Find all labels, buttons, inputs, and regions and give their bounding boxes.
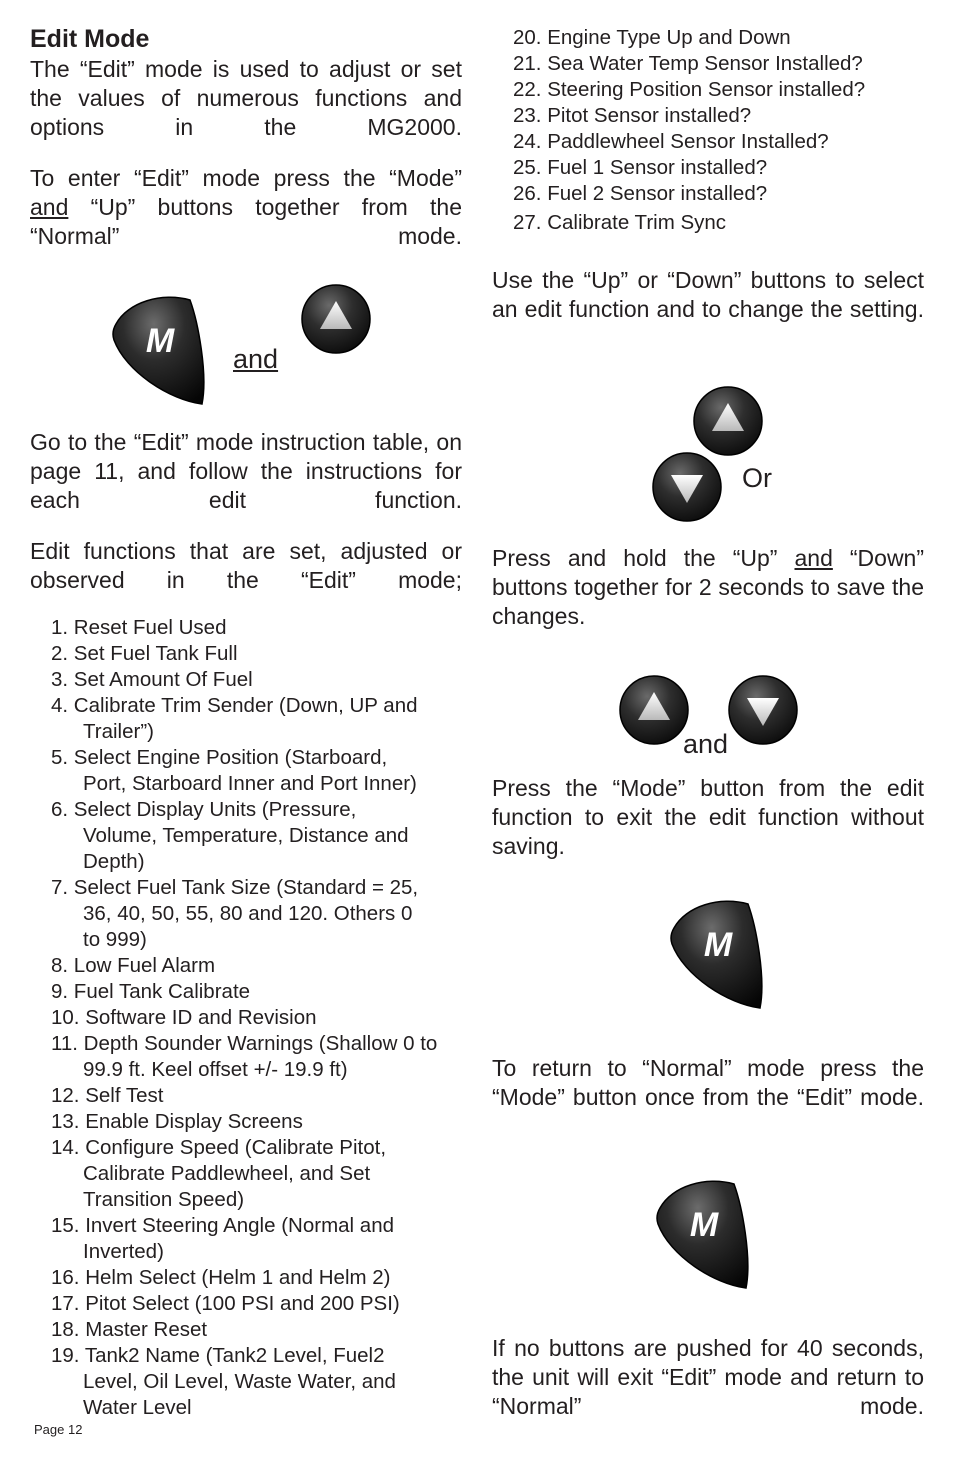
list-item-text: 16. Helm Select (Helm 1 and Helm 2)	[51, 1266, 391, 1289]
list-item	[51, 1083, 471, 1109]
list-item-text: 17. Pitot Select (100 PSI and 200 PSI)	[51, 1292, 400, 1315]
list-item: 25. Fuel 1 Sensor installed?	[513, 156, 768, 179]
list-item-text: 1. Reset Fuel Used	[51, 616, 227, 639]
list-item-text: 3. Set Amount Of Fuel	[51, 668, 253, 691]
list-item	[51, 953, 471, 979]
list-item-text: 14. Configure Speed (Calibrate Pitot,	[51, 1136, 387, 1159]
mode-letter: M	[703, 926, 733, 964]
list-item-text: 13. Enable Display Screens	[51, 1110, 303, 1133]
list-item	[51, 641, 471, 667]
list-item-text: 5. Select Engine Position (Starboard,	[51, 746, 388, 769]
list-item-text: 4. Calibrate Trim Sender (Down, UP and	[51, 694, 418, 717]
list-item	[51, 745, 471, 797]
figure2-or-label: Or	[742, 463, 772, 493]
list-item-continuation: Volume, Temperature, Distance and	[83, 824, 409, 847]
list-item: 21. Sea Water Temp Sensor Installed?	[513, 52, 863, 75]
intro-text: The “Edit” mode is used to adjust or set the values of numerous functions and options in the MG2000.	[30, 56, 462, 140]
list-item: 20. Engine Type Up and Down	[513, 26, 791, 49]
intro-paragraph	[30, 55, 462, 142]
page-heading: Edit Mode	[30, 25, 150, 53]
list-item-text: 11. Depth Sounder Warnings (Shallow 0 to	[51, 1032, 438, 1055]
list-item-continuation: Depth)	[83, 850, 145, 873]
list-item: 22. Steering Position Sensor installed?	[513, 78, 866, 101]
enter-edit-text-end: “Up” buttons together from the “Normal” mode.	[30, 194, 462, 249]
mode-letter: M	[145, 322, 175, 360]
list-item: 23. Pitot Sensor installed?	[513, 104, 752, 127]
figure1-and-label: and	[233, 344, 279, 374]
list-item-continuation: 36, 40, 50, 55, 80 and 120. Others 0	[83, 902, 413, 925]
enter-edit-and: and	[30, 194, 69, 220]
list-item-text: 2. Set Fuel Tank Full	[51, 642, 238, 665]
list-item-continuation: Port, Starboard Inner and Port Inner)	[83, 772, 417, 795]
list-item	[51, 875, 471, 953]
list-item	[51, 1343, 471, 1421]
select-text: Use the “Up” or “Down” buttons to select an edit function and to change the setting.	[492, 267, 924, 322]
down-button-icon	[651, 451, 723, 523]
exit-paragraph	[492, 774, 924, 861]
functions-intro-text: Edit functions that are set, adjusted or observed in the “Edit” mode;	[30, 538, 462, 593]
list-item-continuation: Trailer”)	[83, 720, 154, 743]
list-item	[51, 667, 471, 693]
list-item-text: 7. Select Fuel Tank Size (Standard = 25,	[51, 876, 419, 899]
timeout-text: If no buttons are pushed for 40 seconds, the unit will exit “Edit” mode and return to “Normal” mode.	[492, 1335, 924, 1419]
edit-functions-list	[51, 615, 471, 1421]
mode-button-icon	[654, 1178, 754, 1293]
return-paragraph	[492, 1054, 924, 1112]
edit-functions-list-continued	[513, 25, 933, 236]
save-paragraph	[492, 544, 924, 631]
save-text-end: “Down” buttons together for 2 seconds to save the changes.	[492, 545, 925, 629]
list-item-text: 9. Fuel Tank Calibrate	[51, 980, 251, 1003]
mode-letter: M	[689, 1206, 719, 1244]
list-item	[51, 797, 471, 875]
list-item-text: 6. Select Display Units (Pressure,	[51, 798, 357, 821]
exit-text: Press the “Mode” button from the edit function to exit the edit function without saving.	[492, 775, 924, 859]
list-item	[51, 1213, 471, 1265]
list-item-text: 8. Low Fuel Alarm	[51, 954, 216, 977]
save-and: and	[794, 545, 833, 571]
list-item-text: 18. Master Reset	[51, 1318, 208, 1341]
figure3-and-label: and	[683, 729, 729, 759]
list-item	[51, 1031, 471, 1083]
list-item-continuation: Inverted)	[83, 1240, 164, 1263]
down-button-icon	[727, 674, 799, 746]
list-item	[51, 1265, 471, 1291]
list-item	[51, 1135, 471, 1213]
goto-paragraph	[30, 428, 462, 515]
list-item-text: 15. Invert Steering Angle (Normal and	[51, 1214, 394, 1237]
list-item-continuation: Transition Speed)	[83, 1188, 245, 1211]
list-item	[51, 1291, 471, 1317]
save-text-start: Press and hold the “Up”	[492, 545, 778, 571]
list-item-continuation: Water Level	[83, 1396, 192, 1419]
select-paragraph	[492, 266, 924, 324]
enter-edit-text-start: To enter “Edit” mode press the “Mode”	[30, 165, 462, 191]
list-item-continuation: Level, Oil Level, Waste Water, and	[83, 1370, 396, 1393]
up-button-icon	[692, 385, 764, 457]
mode-button-icon	[668, 898, 768, 1013]
list-item: 26. Fuel 2 Sensor installed?	[513, 182, 768, 205]
timeout-paragraph	[492, 1334, 924, 1421]
list-item-continuation: 99.9 ft. Keel offset +/- 19.9 ft)	[83, 1058, 348, 1081]
list-item-continuation: Calibrate Paddlewheel, and Set	[83, 1162, 371, 1185]
list-item-text: 12. Self Test	[51, 1084, 164, 1107]
list-item	[51, 615, 471, 641]
list-item	[51, 979, 471, 1005]
list-item-text: 10. Software ID and Revision	[51, 1006, 317, 1029]
list-item	[51, 1109, 471, 1135]
enter-edit-paragraph	[30, 164, 462, 251]
functions-intro-paragraph	[30, 537, 462, 595]
goto-text: Go to the “Edit” mode instruction table, on page 11, and follow the instructions for each edit function.	[30, 429, 462, 513]
list-item-text: 19. Tank2 Name (Tank2 Level, Fuel2	[51, 1344, 385, 1367]
list-item	[51, 1317, 471, 1343]
list-item	[51, 693, 471, 745]
up-button-icon	[300, 283, 372, 355]
page-number: Page 12	[34, 1422, 83, 1437]
list-item: 27. Calibrate Trim Sync	[513, 211, 727, 234]
list-item: 24. Paddlewheel Sensor Installed?	[513, 130, 829, 153]
up-button-icon	[618, 674, 690, 746]
list-item-continuation: to 999)	[83, 928, 147, 951]
mode-button-icon	[110, 294, 210, 409]
return-text: To return to “Normal” mode press the “Mode” button once from the “Edit” mode.	[492, 1055, 924, 1110]
list-item	[51, 1005, 471, 1031]
